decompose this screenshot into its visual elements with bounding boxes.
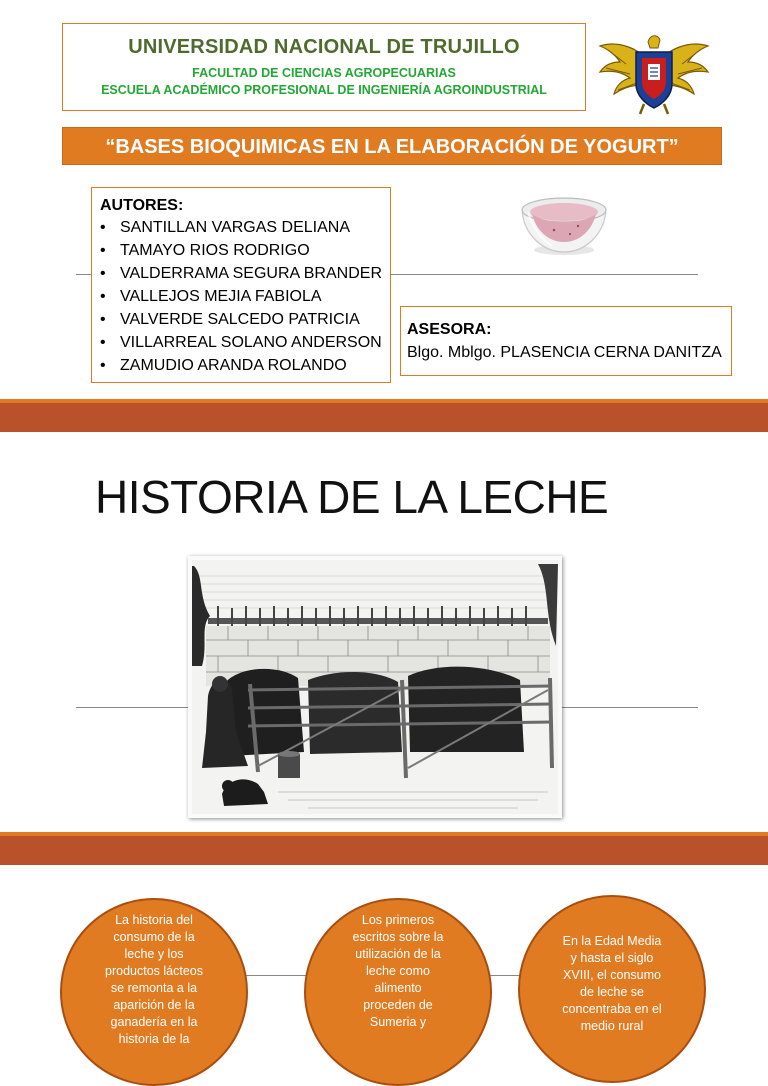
school-name: ESCUELA ACADÉMICO PROFESIONAL DE INGENIERÍA AGROINDUSTRIAL bbox=[101, 83, 547, 97]
advisor-box bbox=[400, 306, 732, 376]
author-name: VILLARREAL SOLANO ANDERSON bbox=[120, 334, 382, 351]
history-circle-3 bbox=[518, 895, 706, 1083]
university-name: UNIVERSIDAD NACIONAL DE TRUJILLO bbox=[128, 36, 520, 58]
authors-list bbox=[100, 216, 390, 377]
authors-box bbox=[91, 187, 391, 383]
bullet-icon: • bbox=[100, 357, 106, 374]
advisor-heading: ASESORA: bbox=[407, 321, 492, 338]
author-name: VALLEJOS MEJIA FABIOLA bbox=[120, 288, 322, 305]
circle-text: Los primeros escritos sobre la utilización de la leche como alimento proceden de Sumeria y bbox=[352, 913, 444, 1029]
bullet-icon: • bbox=[100, 242, 106, 259]
circle-text: La historia del consumo de la leche y los productos lácteos se remonta a la aparición de la ganadería en la historia de la bbox=[105, 913, 203, 1046]
slide-separator-band bbox=[0, 399, 768, 432]
milking-engraving-image bbox=[188, 556, 562, 818]
yogurt-bowl-image bbox=[518, 190, 610, 258]
list-item bbox=[100, 239, 390, 262]
author-name: TAMAYO RIOS RODRIGO bbox=[120, 242, 310, 259]
author-name: VALVERDE SALCEDO PATRICIA bbox=[120, 311, 360, 328]
university-crest-logo bbox=[596, 28, 712, 116]
author-name: SANTILLAN VARGAS DELIANA bbox=[120, 219, 350, 236]
history-circle-2 bbox=[304, 898, 492, 1086]
list-item bbox=[100, 216, 390, 239]
slide-separator-band bbox=[0, 832, 768, 865]
faculty-name: FACULTAD DE CIENCIAS AGROPECUARIAS bbox=[192, 66, 456, 80]
bullet-icon: • bbox=[100, 265, 106, 282]
project-title-banner: “BASES BIOQUIMICAS EN LA ELABORACIÓN DE YOGURT” bbox=[62, 127, 722, 165]
list-item bbox=[100, 285, 390, 308]
advisor-name: Blgo. Mblgo. PLASENCIA CERNA DANITZA bbox=[407, 344, 722, 361]
list-item bbox=[100, 331, 390, 354]
author-name: ZAMUDIO ARANDA ROLANDO bbox=[120, 357, 347, 374]
bullet-icon: • bbox=[100, 311, 106, 328]
bullet-icon: • bbox=[100, 334, 106, 351]
bullet-icon: • bbox=[100, 219, 106, 236]
bullet-icon: • bbox=[100, 288, 106, 305]
history-circle-1 bbox=[60, 898, 248, 1086]
slide-title: HISTORIA DE LA LECHE bbox=[95, 471, 609, 523]
author-name: VALDERRAMA SEGURA BRANDER bbox=[120, 265, 382, 282]
university-header-box bbox=[62, 23, 586, 111]
list-item bbox=[100, 354, 390, 377]
circle-text: En la Edad Media y hasta el siglo XVIII, el consumo de leche se concentraba en el medio rural bbox=[562, 934, 662, 1033]
list-item bbox=[100, 308, 390, 331]
list-item bbox=[100, 262, 390, 285]
authors-heading: AUTORES: bbox=[100, 197, 184, 214]
